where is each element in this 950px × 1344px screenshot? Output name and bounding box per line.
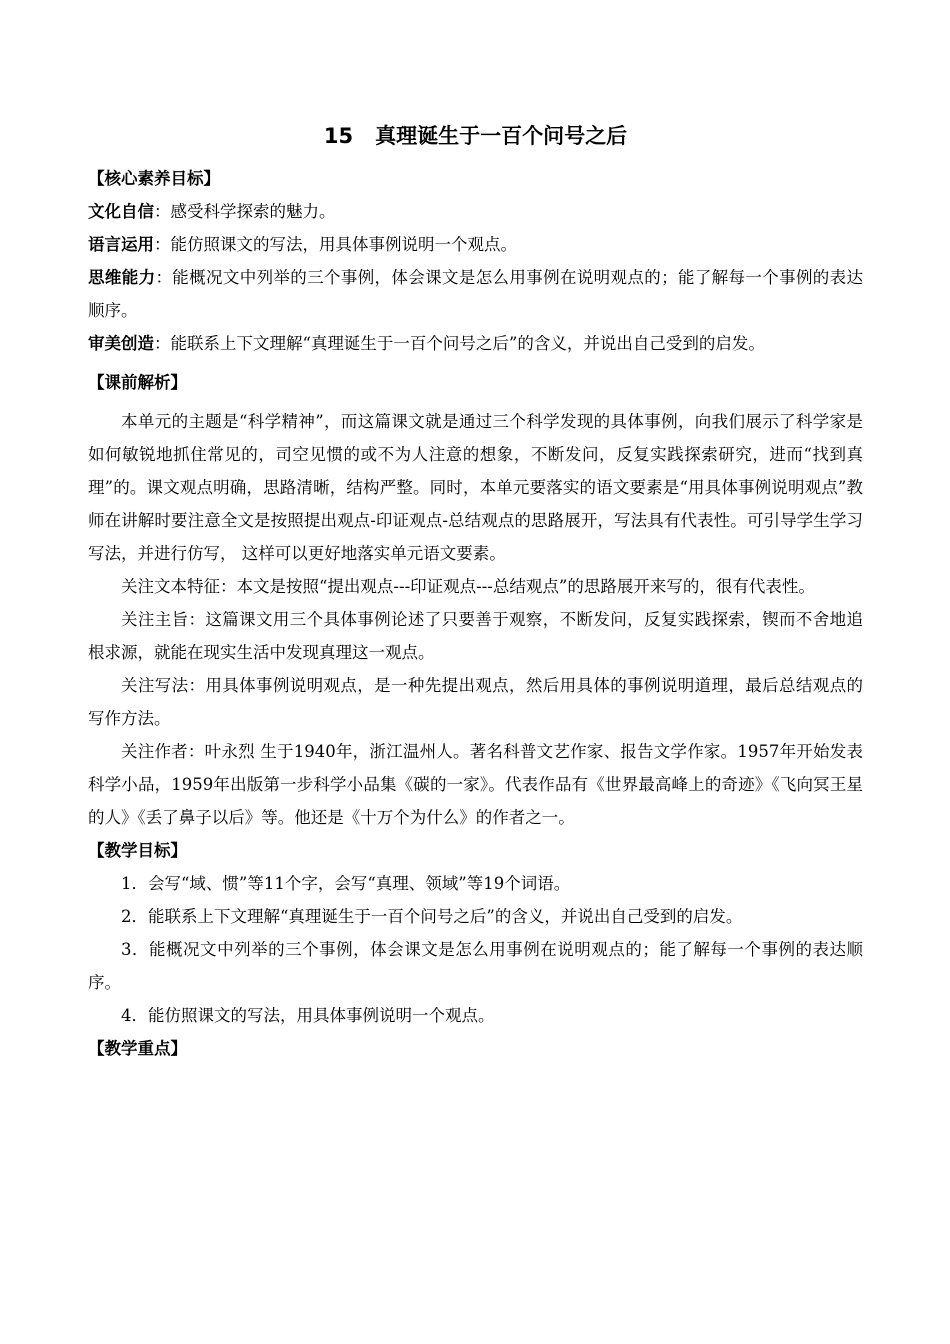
analysis-section: [88, 366, 863, 834]
lesson-number: 15: [323, 124, 354, 148]
core-goals-heading: 【核心素养目标】: [88, 169, 220, 188]
core-goal-item: [88, 261, 863, 327]
analysis-paragraph: 关注主旨：这篇课文用三个具体事例论述了只要善于观察，不断发问，反复实践探索，锲而不舍地追根求源，就能在现实生活中发现真理这一观点。: [88, 610, 863, 662]
core-goal-text: ：能仿照课文的写法，用具体事例说明一个观点。: [154, 235, 517, 254]
teaching-goal-item: 2．能联系上下文理解“真理诞生于一百个问号之后”的含义，并说出自己受到的启发。: [121, 907, 743, 926]
teaching-goals-heading: 【教学目标】: [88, 841, 187, 860]
analysis-paragraph: 关注文本特征：本文是按照“提出观点---印证观点---总结观点”的思路展开来写的，很有代表性。: [121, 577, 815, 596]
teaching-goal-item: 1．会写“域、惯”等11个字，会写“真理、领域”等19个词语。: [121, 874, 571, 893]
teaching-goals-section: [88, 834, 863, 1032]
teaching-goal-item: 3．能概况文中列举的三个事例，体会课文是怎么用事例在说明观点的；能了解每一个事例的表达顺序。: [88, 940, 863, 992]
core-goal-label: 思维能力: [88, 268, 156, 287]
core-goals-section: [88, 162, 863, 360]
teaching-goal-item: 4．能仿照课文的写法，用具体事例说明一个观点。: [121, 1006, 495, 1025]
core-goal-text: ：感受科学探索的魅力。: [154, 202, 336, 221]
document-page: [88, 118, 863, 1065]
lesson-title: 真理诞生于一百个问号之后: [375, 124, 628, 148]
core-goal-text: ：能概况文中列举的三个事例，体会课文是怎么用事例在说明观点的；能了解每一个事例的表达顺序。: [88, 268, 864, 320]
page-title: [88, 118, 863, 154]
core-goal-item: [88, 228, 863, 261]
core-goal-label: 语言运用: [88, 235, 154, 254]
analysis-heading: 【课前解析】: [88, 373, 187, 392]
key-points-section: [88, 1032, 863, 1065]
key-points-heading: 【教学重点】: [88, 1039, 187, 1058]
analysis-paragraph: 本单元的主题是“科学精神”，而这篇课文就是通过三个科学发现的具体事例，向我们展示了科学家是如何敏锐地抓住常见的，司空见惯的或不为人注意的想象，不断发问，反复实践探索研究，进而“找到真理”的。课文观点明确，思路清晰，结构严整。同时，本单元要落实的语文要素是“用具体事例说明观点”教师在讲解时要注意全文是按照提出观点-印证观点-总结观点的思路展开，写法具有代表性。可引导学生学习写法，并进行仿写， 这样可以更好地落实单元语文要素。: [88, 412, 863, 563]
core-goal-text: ：能联系上下文理解“真理诞生于一百个问号之后”的含义，并说出自己受到的启发。: [154, 334, 765, 353]
core-goal-label: 审美创造: [88, 334, 154, 353]
core-goal-item: [88, 195, 863, 228]
core-goal-item: [88, 327, 863, 360]
analysis-paragraph: 关注写法：用具体事例说明观点，是一种先提出观点，然后用具体的事例说明道理，最后总结观点的写作方法。: [88, 676, 863, 728]
core-goal-label: 文化自信: [88, 202, 154, 221]
analysis-paragraph: 关注作者：叶永烈 生于1940年，浙江温州人。著名科普文艺作家、报告文学作家。1957年开始发表科学小品，1959年出版第一步科学小品集《碳的一家》。代表作品有《世界最高峰上的奇迹》《飞向冥王星的人》《丢了鼻子以后》等。他还是《十万个为什么》的作者之一。: [88, 742, 863, 827]
